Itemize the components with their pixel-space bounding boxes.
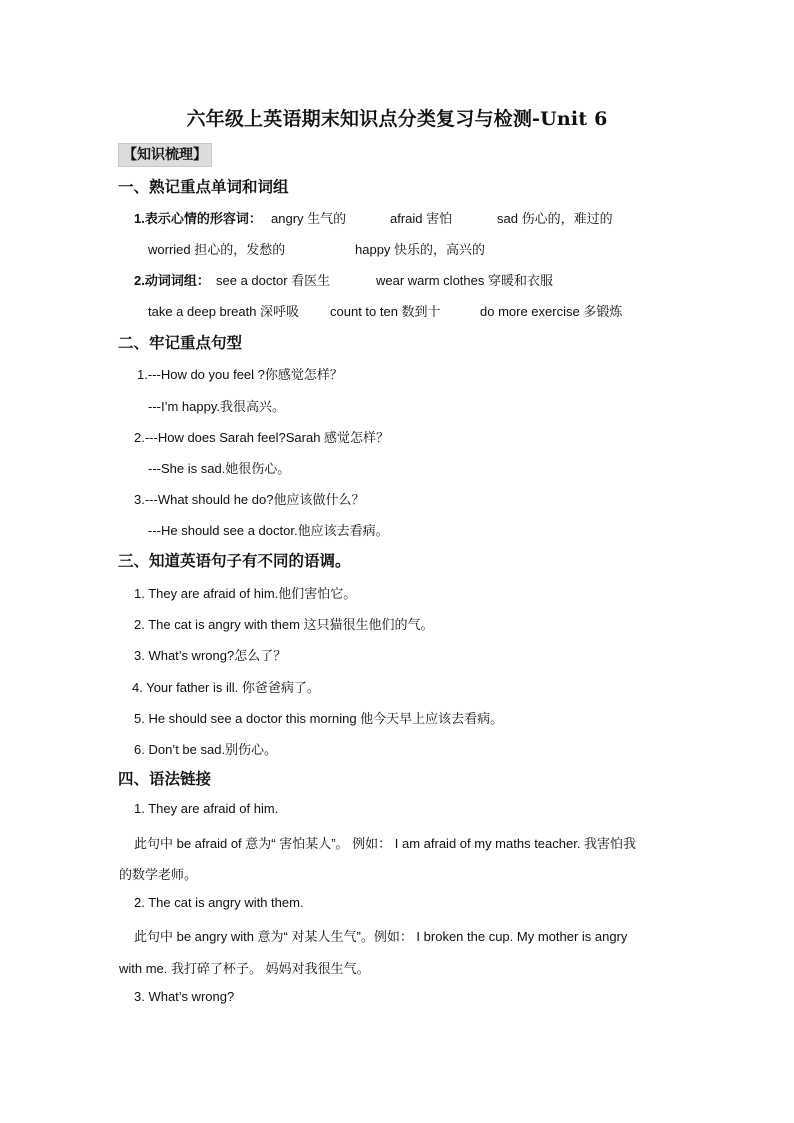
vocab-worried: worried 担心的，发愁的 (148, 242, 286, 257)
intonation-line: 3. What’s wrong?怎么了？ (134, 648, 287, 663)
phrase-exercise: do more exercise 多锻炼 (480, 304, 623, 319)
grammar-example-3: 3. What’s wrong? (134, 989, 235, 1004)
section-badge: 【知识梳理】 (118, 143, 212, 167)
vocab-happy: happy 快乐的，高兴的 (355, 242, 486, 257)
vocab-angry: angry 生气的 (271, 211, 347, 226)
sentence-line: 3.---What should he do?他应该做什么？ (134, 492, 365, 507)
intonation-line: 5. He should see a doctor this morning 他今天早上应该去看病。 (134, 711, 504, 726)
page-title: 六年级上英语期末知识点分类复习与检测-Unit 6 (186, 108, 608, 130)
sentence-line: 1.---How do you feel ?你感觉怎样？ (137, 367, 343, 382)
section-heading-vocabulary: 一、熟记重点单词和词组 (118, 177, 289, 196)
grammar-example-1: 1. They are afraid of him. (134, 801, 279, 816)
group-label-adjectives: 1.表示心情的形容词： (134, 211, 262, 226)
phrase-see-doctor: see a doctor 看医生 (216, 273, 331, 288)
grammar-explanation-1-cont: 的数学老师。 (119, 867, 198, 882)
intonation-line: 2. The cat is angry with them 这只猫很生他们的气。 (134, 617, 434, 632)
grammar-explanation-2: 此句中 be angry with 意为“ 对某人生气”。例如： I broken the cup. My mother is angry (134, 929, 628, 944)
sentence-line: ---She is sad.她很伤心。 (148, 461, 291, 476)
grammar-example-2: 2. The cat is angry with them. (134, 895, 304, 910)
phrase-wear-clothes: wear warm clothes 穿暖和衣服 (376, 273, 553, 288)
section-heading-grammar: 四、语法链接 (118, 769, 212, 788)
vocab-afraid: afraid 害怕 (390, 211, 453, 226)
sentence-line: ---He should see a doctor.他应该去看病。 (148, 523, 389, 538)
intonation-line: 1. They are afraid of him.他们害怕它。 (134, 586, 357, 601)
phrase-count-ten: count to ten 数到十 (330, 304, 441, 319)
sentence-line: 2.---How does Sarah feel?Sarah 感觉怎样？ (134, 430, 390, 445)
intonation-line: 4. Your father is ill. 你爸爸病了。 (132, 680, 320, 695)
section-heading-sentences: 二、牢记重点句型 (118, 333, 243, 352)
group-label-phrases: 2.动词词组： (134, 273, 210, 288)
intonation-line: 6. Don’t be sad.别伤心。 (134, 742, 278, 757)
grammar-explanation-2-cont: with me. 我打碎了杯子。 妈妈对我很生气。 (119, 961, 370, 976)
sentence-line: ---I’m happy.我很高兴。 (148, 399, 285, 414)
phrase-deep-breath: take a deep breath 深呼吸 (148, 304, 300, 319)
grammar-explanation-1: 此句中 be afraid of 意为“ 害怕某人”。 例如： I am afraid of my maths teacher. 我害怕我 (134, 836, 637, 851)
vocab-sad: sad 伤心的，难过的 (497, 211, 613, 226)
section-heading-intonation: 三、知道英语句子有不同的语调。 (118, 551, 351, 570)
